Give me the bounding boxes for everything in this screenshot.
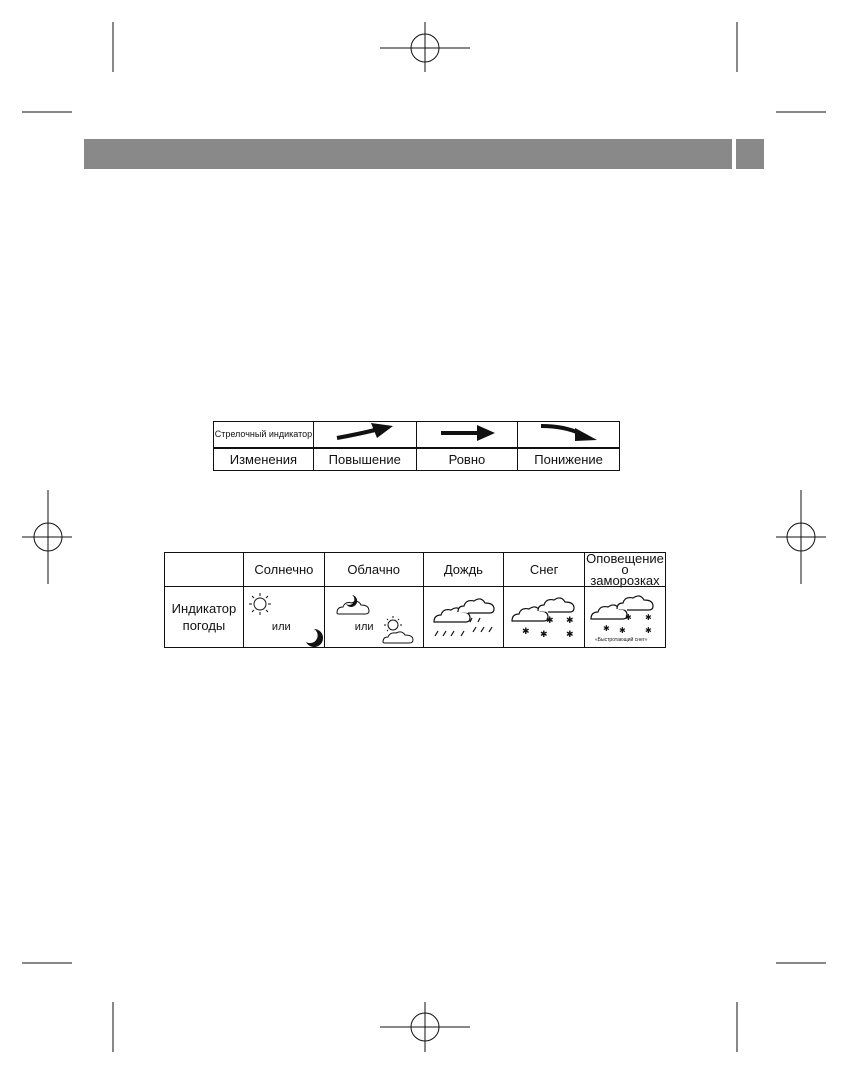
header-page-tab xyxy=(736,139,764,169)
frost-note: «Быстротающий снег» xyxy=(594,637,648,643)
trend-label-falling: Понижение xyxy=(518,448,620,471)
svg-text:✱: ✱ xyxy=(566,630,574,640)
svg-text:✱: ✱ xyxy=(618,626,626,635)
trend-arrow-row xyxy=(214,422,620,449)
moon-cloud-icon xyxy=(337,595,369,614)
moon-icon xyxy=(306,629,323,647)
trend-label-row xyxy=(214,448,620,471)
weather-row-label: Индикатор погоды xyxy=(165,587,244,648)
rain-cloud-icon xyxy=(434,599,494,636)
weather-cell-snow xyxy=(504,587,585,648)
weather-header-empty xyxy=(165,553,244,587)
weather-indicator-table xyxy=(164,552,666,648)
header-bar xyxy=(84,139,732,169)
trend-row-label-bottom: Изменения xyxy=(214,448,314,471)
weather-header-row xyxy=(165,553,666,587)
sun-icon xyxy=(249,593,271,615)
weather-icon-row xyxy=(165,587,666,648)
snow-cloud-icon xyxy=(512,598,574,640)
frost-cloud-icon xyxy=(591,596,653,635)
rising-arrow-icon xyxy=(335,422,395,442)
steady-arrow-cell xyxy=(416,422,517,449)
svg-text:✱: ✱ xyxy=(540,630,548,640)
falling-arrow-icon xyxy=(539,422,599,442)
weather-cell-sunny xyxy=(243,587,324,648)
svg-text:✱: ✱ xyxy=(546,616,554,626)
weather-header-snow: Снег xyxy=(504,553,585,587)
svg-text:✱: ✱ xyxy=(602,624,610,633)
rising-arrow-cell xyxy=(313,422,416,449)
svg-text:✱: ✱ xyxy=(624,613,632,622)
sun-cloud-icon xyxy=(383,616,413,643)
weather-header-rain: Дождь xyxy=(423,553,504,587)
cloudy-or-text: или xyxy=(354,621,374,633)
svg-text:✱: ✱ xyxy=(644,613,652,622)
trend-row-label-top: Стрелочный индикатор xyxy=(214,422,314,449)
falling-arrow-cell xyxy=(518,422,620,449)
weather-header-cloudy: Облачно xyxy=(324,553,423,587)
weather-header-sunny: Солнечно xyxy=(243,553,324,587)
weather-header-frost: Оповещение о заморозках xyxy=(586,551,664,588)
weather-cell-rain xyxy=(423,587,504,648)
svg-text:✱: ✱ xyxy=(566,616,574,626)
svg-text:✱: ✱ xyxy=(522,627,530,637)
weather-cell-cloudy xyxy=(324,587,423,648)
trend-label-steady: Ровно xyxy=(416,448,517,471)
svg-text:✱: ✱ xyxy=(644,626,652,635)
sunny-or-text: или xyxy=(271,621,291,633)
weather-cell-frost xyxy=(584,587,665,648)
trend-label-rising: Повышение xyxy=(313,448,416,471)
steady-arrow-icon xyxy=(437,422,497,442)
trend-arrow-table xyxy=(213,421,620,471)
